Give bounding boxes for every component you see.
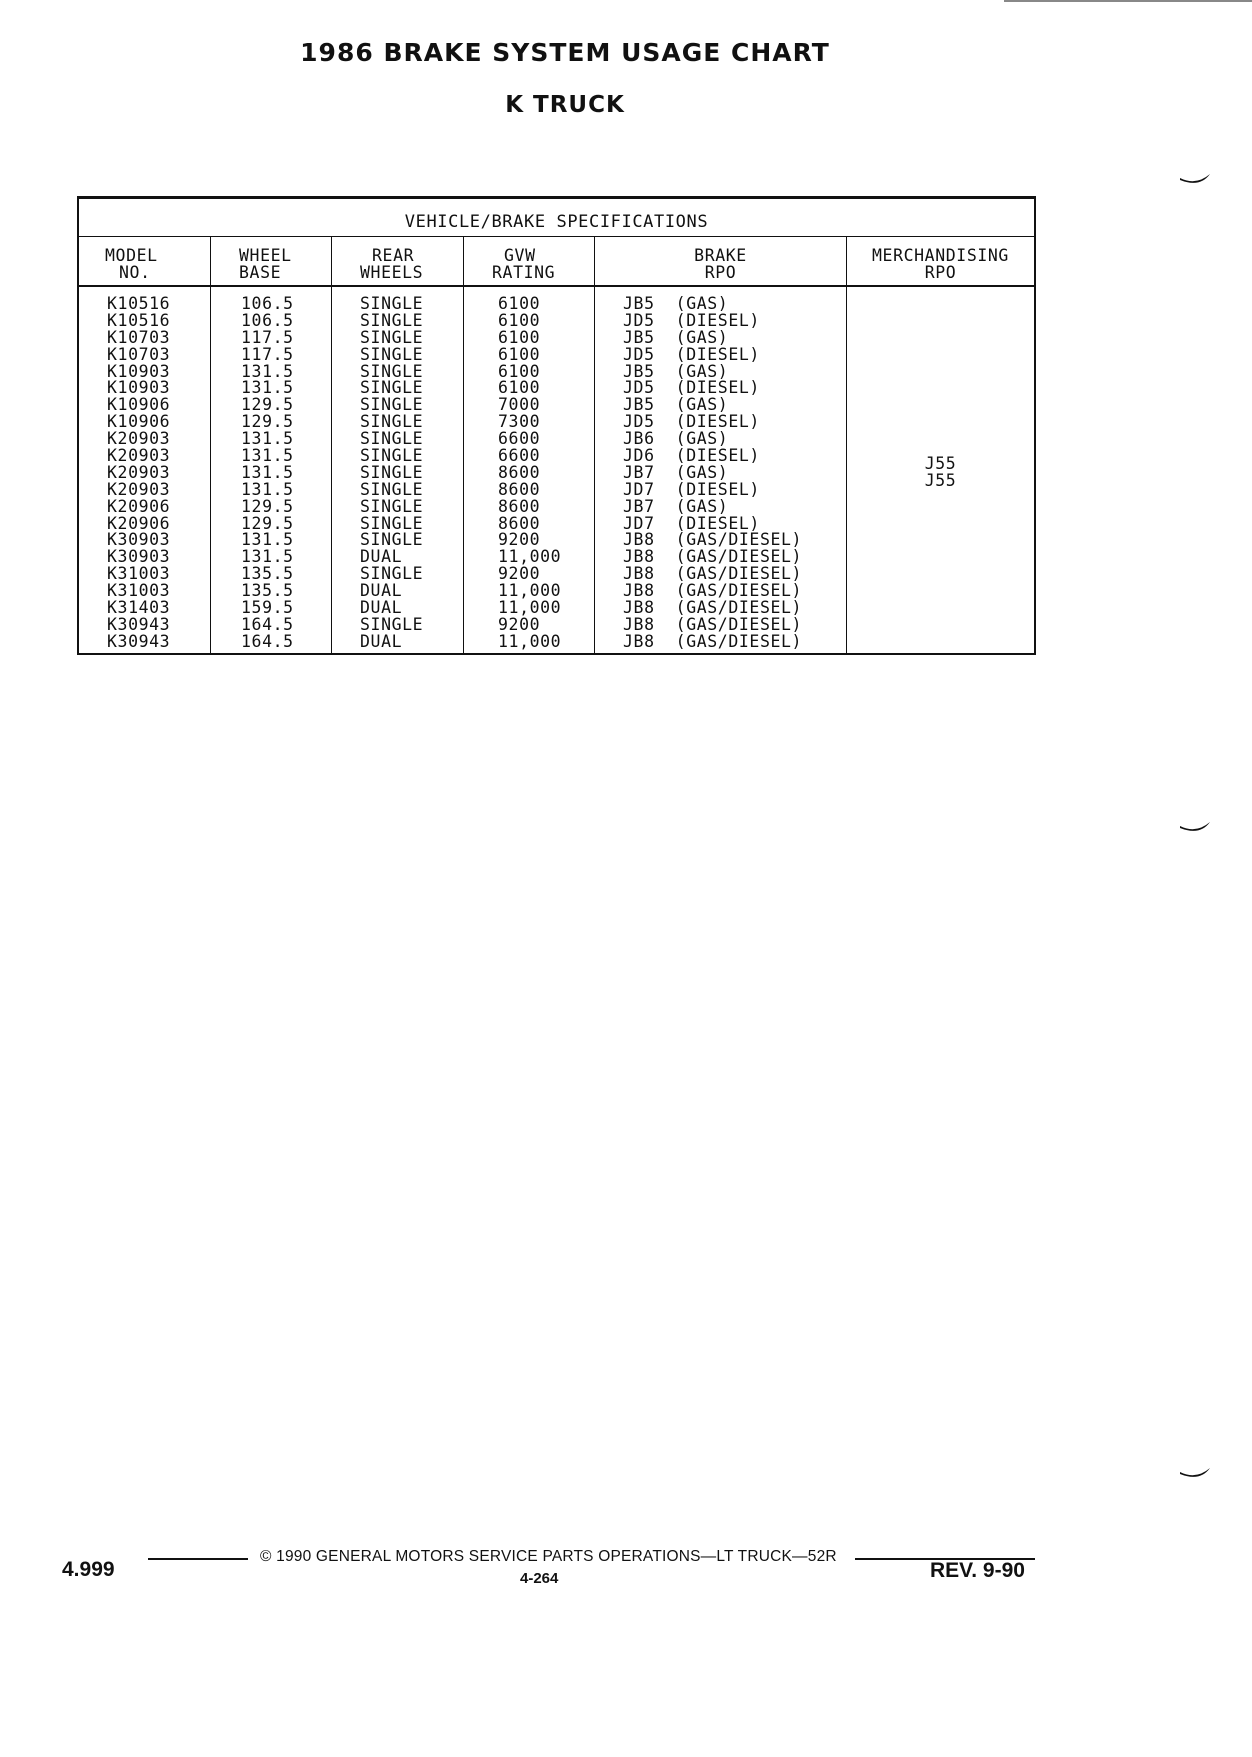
column-gvw-rating — [463, 237, 594, 653]
table-cell: K31003 — [107, 564, 171, 584]
table-cell: 164.5 — [241, 631, 294, 651]
table-cell: K20906 — [107, 496, 171, 516]
column-wheel-base — [210, 237, 331, 653]
table-cell: SINGLE — [360, 344, 424, 364]
table-cell: 6100 — [498, 294, 541, 313]
table-cell: 135.5 — [241, 564, 294, 584]
table-cell: SINGLE — [360, 361, 424, 381]
table-cell: SINGLE — [360, 479, 424, 499]
page-subtitle: K TRUCK — [505, 92, 625, 118]
table-cell: JB8 (GAS/DIESEL) — [623, 564, 803, 584]
column-model — [79, 237, 210, 653]
table-cell: 6600 — [498, 446, 541, 466]
body-model — [79, 287, 210, 651]
table-cell: JB7 (GAS) — [623, 496, 729, 516]
table-cell: SINGLE — [360, 462, 424, 482]
header-model — [79, 237, 210, 287]
footer-rule-left — [148, 1558, 248, 1560]
table-cell: K10903 — [107, 378, 171, 398]
table-cell: SINGLE — [360, 564, 424, 584]
table-cell: 159.5 — [241, 598, 294, 618]
table-cell: 8600 — [498, 462, 541, 482]
header-brake-line1: BRAKE — [694, 246, 747, 265]
table-cell: JB8 (GAS/DIESEL) — [623, 547, 803, 567]
table-cell: 11,000 — [498, 581, 562, 601]
table-cell: 106.5 — [241, 310, 294, 330]
table-cell: JB5 (GAS) — [623, 294, 729, 313]
table-cell: 11,000 — [498, 631, 562, 651]
table-cell: JB8 (GAS/DIESEL) — [623, 614, 803, 634]
binder-mark-icon — [1178, 172, 1212, 192]
header-brake-rpo — [595, 237, 846, 287]
table-cell: SINGLE — [360, 496, 424, 516]
header-merchandising-rpo — [847, 237, 1034, 287]
footer-section-number: 4.999 — [62, 1558, 115, 1581]
header-rear-wheels — [332, 237, 463, 287]
header-rear-wheels-line1: REAR — [372, 246, 415, 265]
table-cell: SINGLE — [360, 412, 424, 432]
header-model-line1: MODEL — [105, 246, 158, 265]
table-cell: 6600 — [498, 429, 541, 449]
table-cell: JD5 (DIESEL) — [623, 344, 760, 364]
header-gvw-line2: RATING — [492, 263, 556, 282]
column-brake-rpo — [594, 237, 846, 653]
table-cell: JD5 (DIESEL) — [623, 412, 760, 432]
table-cell: JB7 (GAS) — [623, 462, 729, 482]
table-cell: SINGLE — [360, 429, 424, 449]
footer-revision: REV. 9-90 — [930, 1559, 1025, 1582]
table-cell: SINGLE — [360, 446, 424, 466]
header-merch-line2: RPO — [924, 263, 957, 282]
table-cell: 11,000 — [498, 598, 562, 618]
table-cell: DUAL — [360, 598, 403, 618]
binder-mark-icon — [1178, 820, 1212, 840]
table-cell: 129.5 — [241, 513, 294, 533]
column-merchandising-rpo — [846, 237, 1034, 653]
table-cell: SINGLE — [360, 294, 424, 313]
table-cell: K20906 — [107, 513, 171, 533]
table-cell: JD7 (DIESEL) — [623, 479, 760, 499]
table-cell: DUAL — [360, 631, 403, 651]
table-cell: 9200 — [498, 564, 541, 584]
header-wheel-base-line1: WHEEL — [239, 246, 292, 265]
table-cell: 131.5 — [241, 378, 294, 398]
table-cell: 6100 — [498, 310, 541, 330]
table-cell: JB8 (GAS/DIESEL) — [623, 581, 803, 601]
table-cell: 7300 — [498, 412, 541, 432]
table-cell: 164.5 — [241, 614, 294, 634]
table-cell: J55 — [924, 471, 957, 490]
table-cell: 131.5 — [241, 446, 294, 466]
table-cell: K30903 — [107, 530, 171, 550]
table-cell: 9200 — [498, 614, 541, 634]
table-cell: SINGLE — [360, 530, 424, 550]
table-cell: K20903 — [107, 462, 171, 482]
header-wheel-base — [211, 237, 331, 287]
table-cell: 6100 — [498, 361, 541, 381]
table-cell: SINGLE — [360, 513, 424, 533]
table-cell: 131.5 — [241, 479, 294, 499]
table-cell: 6100 — [498, 344, 541, 364]
table-cell: JB6 (GAS) — [623, 429, 729, 449]
table-cell: SINGLE — [360, 378, 424, 398]
table-cell: 6100 — [498, 378, 541, 398]
table-cell: SINGLE — [360, 395, 424, 415]
table-cell: 11,000 — [498, 547, 562, 567]
table-cell: K20903 — [107, 429, 171, 449]
top-edge-rule — [1004, 0, 1252, 2]
table-cell: K20903 — [107, 479, 171, 499]
page-title: 1986 BRAKE SYSTEM USAGE CHART — [300, 38, 830, 67]
footer-copyright: © 1990 GENERAL MOTORS SERVICE PARTS OPERATIONS—LT TRUCK—52R — [260, 1548, 837, 1565]
table-cell: K31403 — [107, 598, 171, 618]
table-cell: K20903 — [107, 446, 171, 466]
footer-page-number: 4-264 — [520, 1570, 559, 1587]
table-cell: DUAL — [360, 547, 403, 567]
table-cell: K30943 — [107, 631, 171, 651]
table-cell: SINGLE — [360, 327, 424, 347]
header-model-line2: NO. — [119, 263, 151, 282]
body-rear-wheels — [332, 287, 463, 651]
table-cell: JB8 (GAS/DIESEL) — [623, 530, 803, 550]
table-cell: JD6 (DIESEL) — [623, 446, 760, 466]
body-gvw-rating — [464, 287, 594, 651]
table-cell: 8600 — [498, 479, 541, 499]
table-cell: 6100 — [498, 327, 541, 347]
table-cell: K10903 — [107, 361, 171, 381]
binder-mark-icon — [1178, 1466, 1212, 1486]
table-cell: JD7 (DIESEL) — [623, 513, 760, 533]
table-cell: 131.5 — [241, 361, 294, 381]
table-cell: 129.5 — [241, 395, 294, 415]
table-cell: K10703 — [107, 327, 171, 347]
table-cell: SINGLE — [360, 310, 424, 330]
table-cell: 129.5 — [241, 412, 294, 432]
table-cell: JB5 (GAS) — [623, 361, 729, 381]
header-wheel-base-line2: BASE — [239, 263, 282, 282]
body-brake-rpo — [595, 287, 846, 651]
table-cell: 106.5 — [241, 294, 294, 313]
table-cell: 8600 — [498, 513, 541, 533]
table-cell: K10703 — [107, 344, 171, 364]
table-cell: K31003 — [107, 581, 171, 601]
table-cell: JD5 (DIESEL) — [623, 310, 760, 330]
table-cell: 129.5 — [241, 496, 294, 516]
header-rear-wheels-line2: WHEELS — [360, 263, 424, 282]
table-cell: DUAL — [360, 581, 403, 601]
column-rear-wheels — [331, 237, 463, 653]
table-cell: 117.5 — [241, 344, 294, 364]
table-cell: JB8 (GAS/DIESEL) — [623, 598, 803, 618]
table-cell: JB8 (GAS/DIESEL) — [623, 631, 803, 651]
body-wheel-base — [211, 287, 331, 651]
table-cell: JB5 (GAS) — [623, 395, 729, 415]
table-cell: 9200 — [498, 530, 541, 550]
spec-table — [77, 196, 1036, 655]
table-cell: K30943 — [107, 614, 171, 634]
table-cell: 131.5 — [241, 547, 294, 567]
table-cell: SINGLE — [360, 614, 424, 634]
header-gvw-rating — [464, 237, 594, 287]
table-cell: 7000 — [498, 395, 541, 415]
body-merchandising-rpo — [847, 455, 1034, 489]
table-cell: K10906 — [107, 412, 171, 432]
table-cell: 131.5 — [241, 462, 294, 482]
table-cell: K30903 — [107, 547, 171, 567]
header-merch-line1: MERCHANDISING — [872, 246, 1009, 265]
table-cell: 135.5 — [241, 581, 294, 601]
table-cell: JD5 (DIESEL) — [623, 378, 760, 398]
table-cell: K10906 — [107, 395, 171, 415]
table-caption: VEHICLE/BRAKE SPECIFICATIONS — [79, 199, 1034, 237]
header-gvw-line1: GVW — [504, 246, 536, 265]
table-cell: JB5 (GAS) — [623, 327, 729, 347]
table-cell: 8600 — [498, 496, 541, 516]
table-cell: 117.5 — [241, 327, 294, 347]
table-cell: J55 — [924, 454, 957, 473]
header-brake-line2: RPO — [704, 263, 737, 282]
table-cell: 131.5 — [241, 530, 294, 550]
table-cell: K10516 — [107, 294, 171, 313]
table-cell: K10516 — [107, 310, 171, 330]
table-cell: 131.5 — [241, 429, 294, 449]
